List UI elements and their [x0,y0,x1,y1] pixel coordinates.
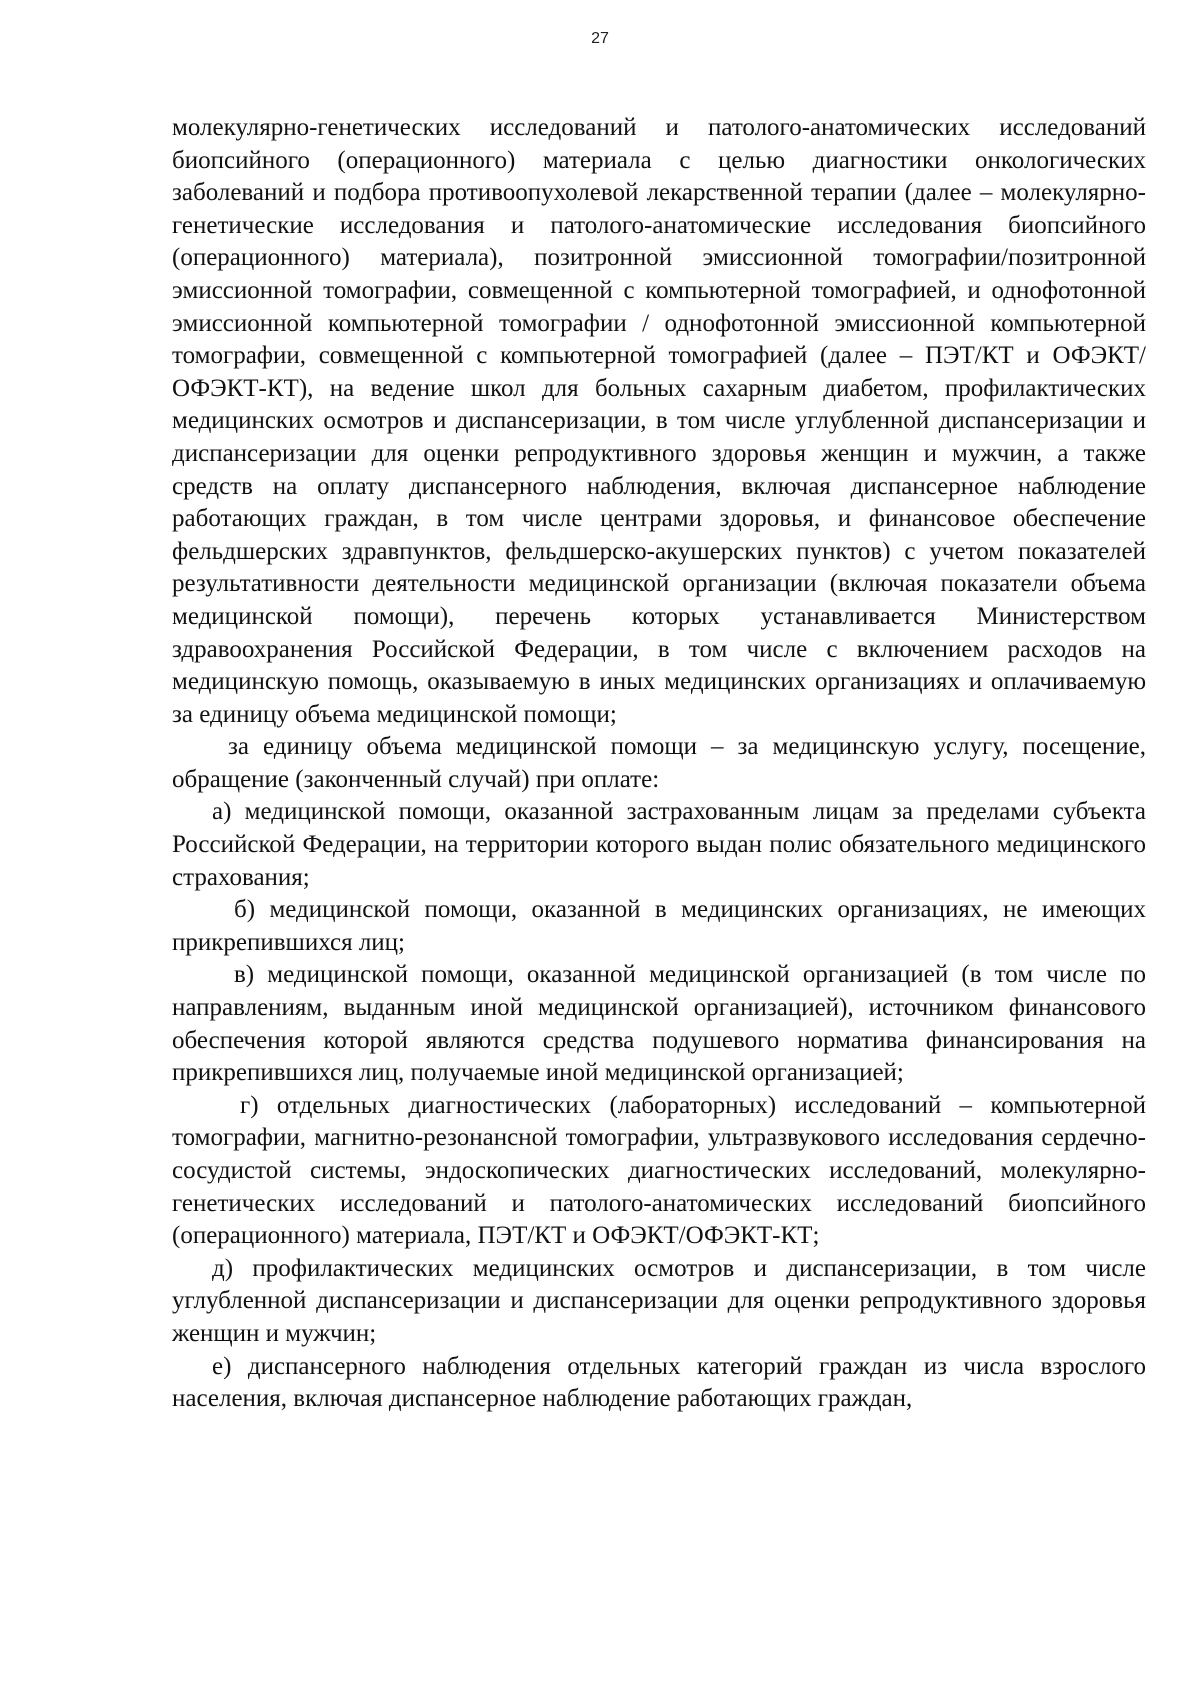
paragraph-item-g: г) отдельных диагностических (лабораторных) исследований – компьютерной томографии, магнитно-резонансной томографии, ультразвукового исследования сердечно-сосудистой системы, эндоскопических диагностических исследований, молекулярно-генетических исследований и патолого-анатомических исследований биопсийного (операционного) материала, ПЭТ/КТ и ОФЭКТ/ОФЭКТ-КТ; [172,1091,1146,1250]
paragraph-item-v: в) медицинской помощи, оказанной медицинской организацией (в том числе по направлениям, выданным иной медицинской организацией), источником финансового обеспечения которой являются средства подушевого норматива финансирования на прикрепившихся лиц, получаемые иной медицинской организацией; [172,961,1146,1087]
page-number: 27 [591,30,609,47]
paragraph-item-e: е) диспансерного наблюдения отдельных категорий граждан из числа взрослого населения, включая диспансерное наблюдение работающих граждан, [172,1352,1146,1413]
paragraph-unit-of-care: за единицу объема медицинской помощи – за медицинскую услугу, посещение, обращение (законченный случай) при оплате: [172,733,1146,793]
paragraph-continued: молекулярно-генетических исследований и патолого-анатомических исследований биопсийного (операционного) материала с целью диагностики онкологических заболеваний и подбора противоопухолевой лекарственной терапии (далее – молекулярно-генетические исследования и патолого-анатомические исследования биопсийного (операционного) материала), позитронной эмиссионной томографии/позитронной эмиссионной томографии, совмещенной с компьютерной томографией, и однофотонной эмиссионной компьютерной томографии / однофотонной эмиссионной компьютерной томографии, совмещенной с компьютерной томографией (далее – ПЭТ/КТ и ОФЭКТ/ОФЭКТ-КТ), на ведение школ для больных сахарным диабетом, профилактических медицинских осмотров и диспансеризации, в том числе углубленной диспансеризации и диспансеризации для оценки репродуктивного здоровья женщин и мужчин, а также средств на оплату диспансерного наблюдения, включая диспансерное наблюдение работающих граждан, в том числе центрами здоровья, и финансовое обеспечение фельдшерских здравпунктов, фельдшерско-акушерских пунктов) с учетом показателей результативности деятельности медицинской организации (включая показатели объема медицинской помощи), перечень которых устанавливается Министерством здравоохранения Российской Федерации, в том числе с включением расходов на медицинскую помощь, оказываемую в иных медицинских организациях и оплачиваемую за единицу объема медицинской помощи; [172,114,1146,728]
paragraph-item-a: а) медицинской помощи, оказанной застрахованным лицам за пределами субъекта Российской Федерации, на территории которого выдан полис обязательного медицинского страхования; [172,798,1146,891]
paragraph-item-d: д) профилактических медицинских осмотров и диспансеризации, в том числе углубленной диспансеризации и диспансеризации для оценки репродуктивного здоровья женщин и мужчин; [172,1254,1146,1347]
paragraph-item-b: б) медицинской помощи, оказанной в медицинских организациях, не имеющих прикрепившихся лиц; [172,896,1146,956]
document-body [172,112,1146,1416]
